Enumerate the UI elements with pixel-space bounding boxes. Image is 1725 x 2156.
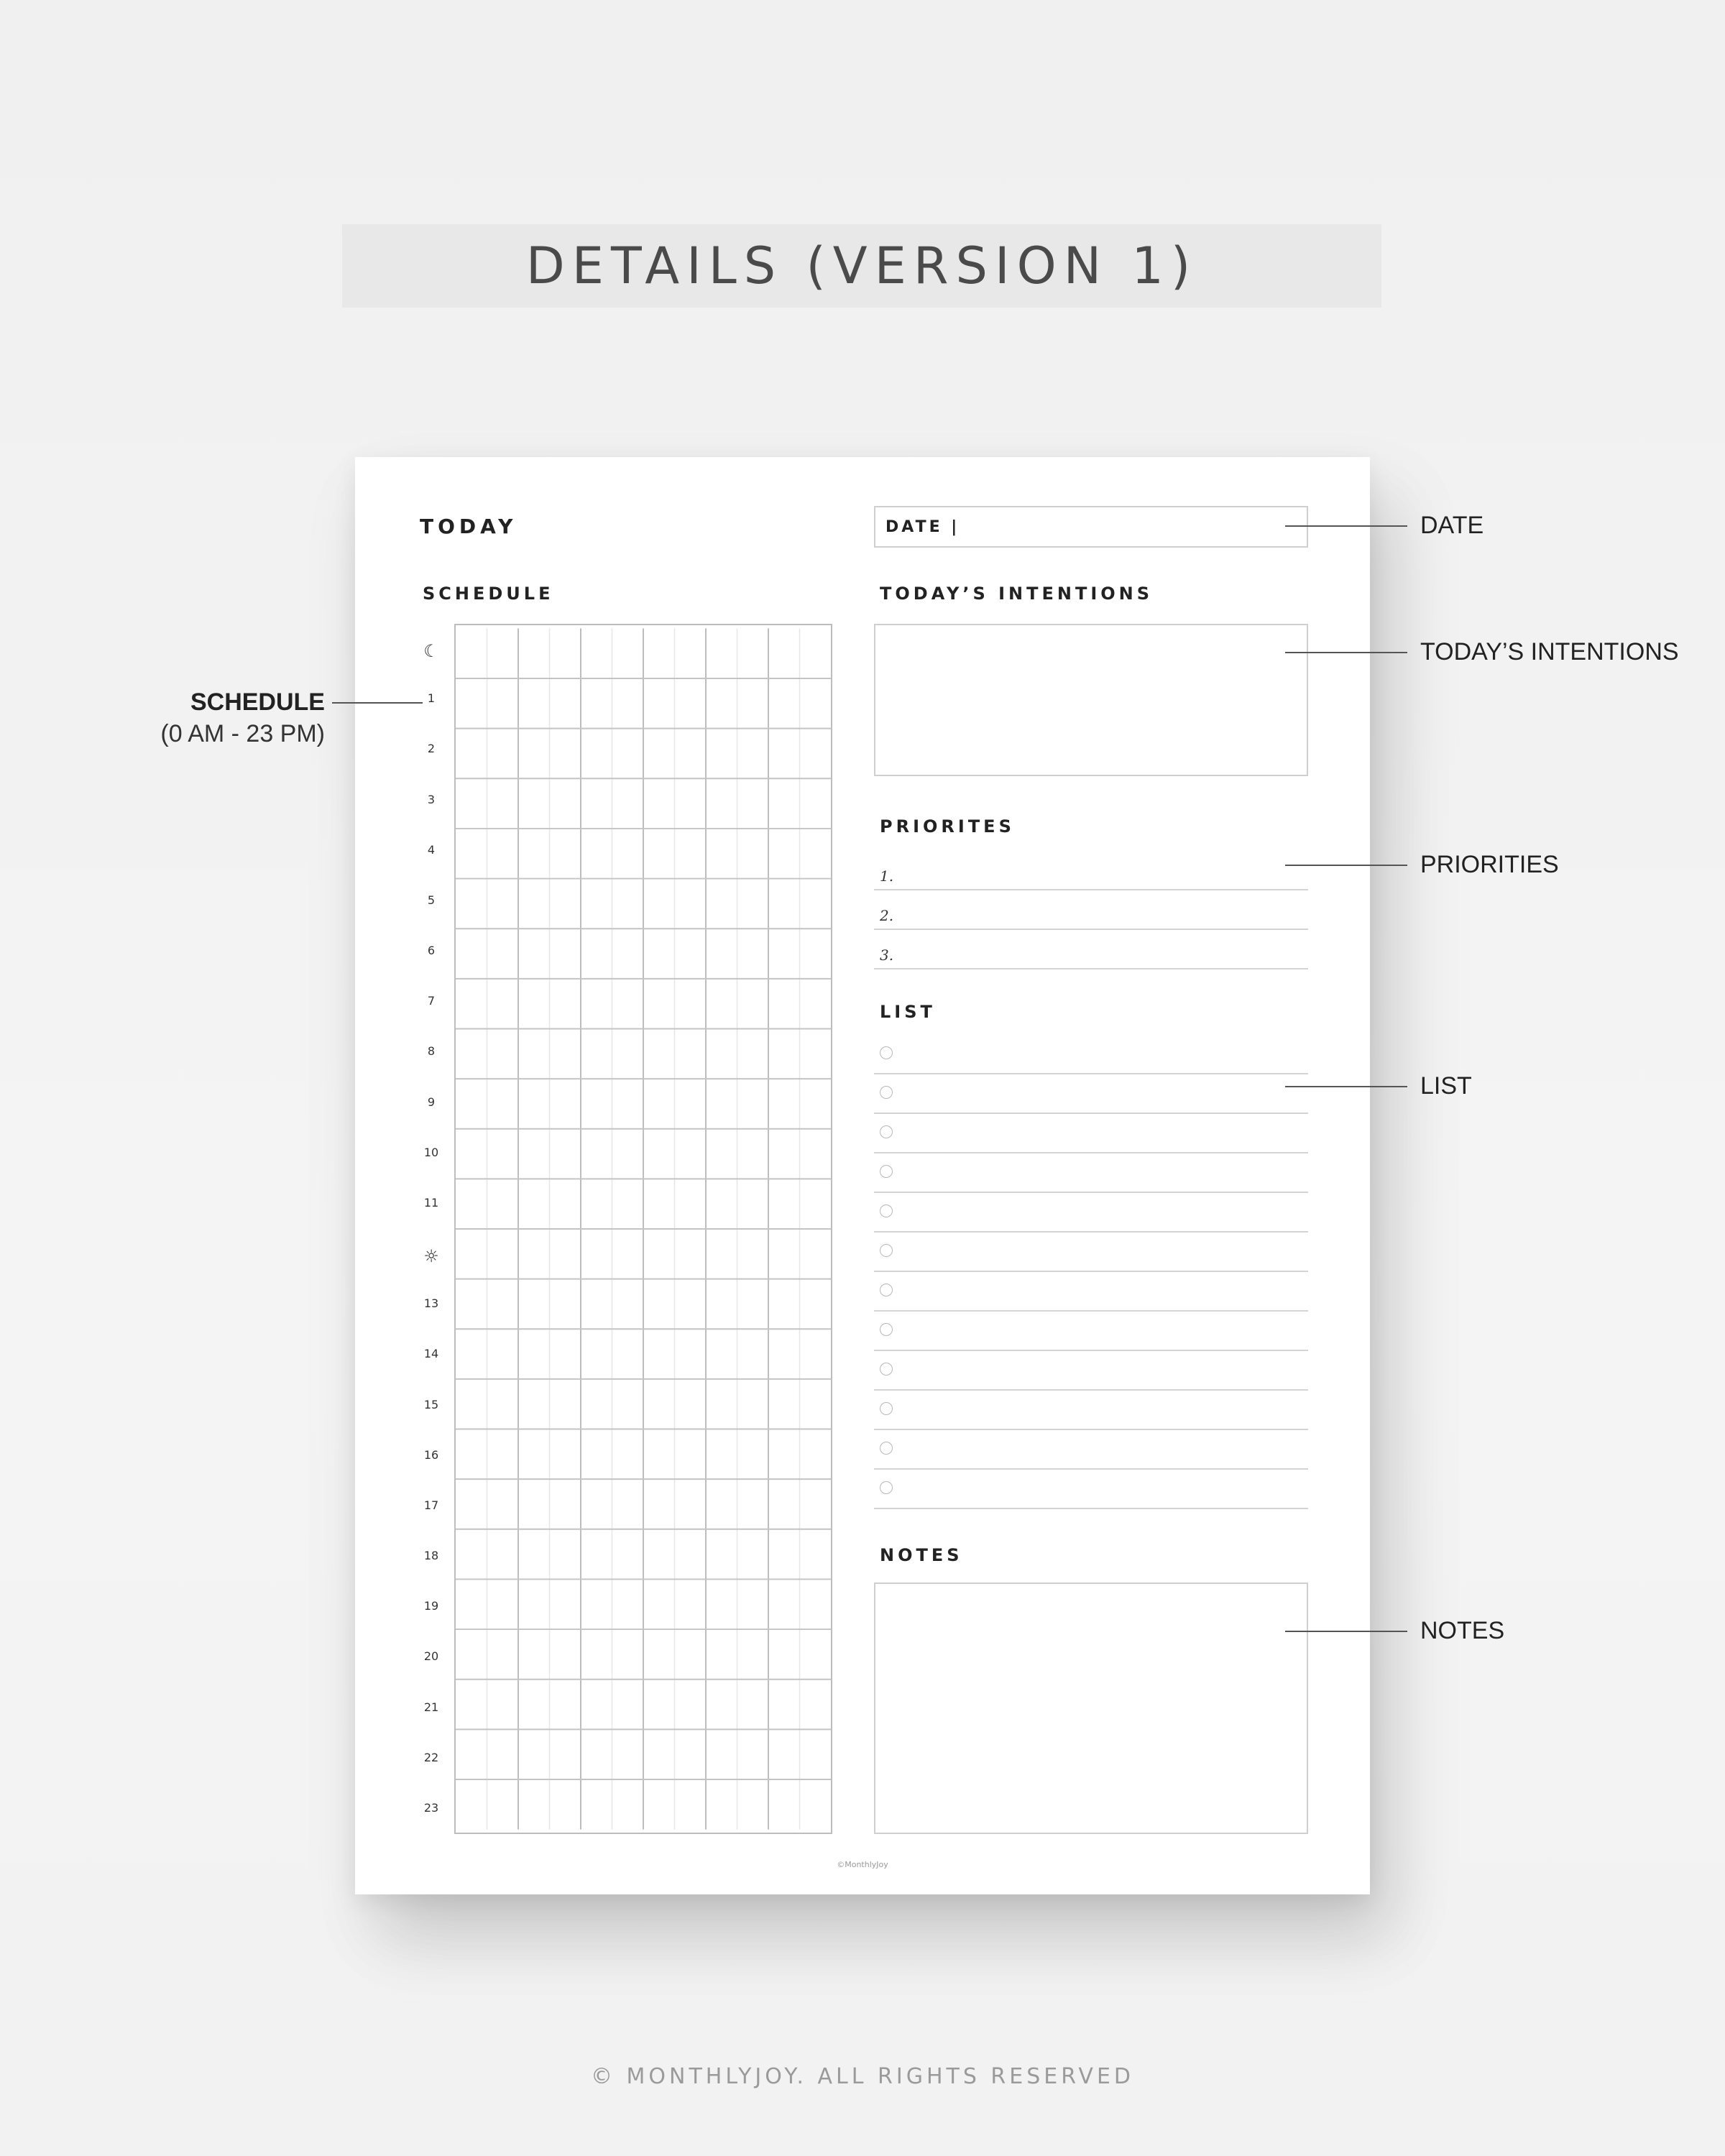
- callout-notes-line: [1285, 1631, 1407, 1632]
- checkbox-circle-icon[interactable]: [880, 1323, 893, 1336]
- planner-title: TODAY: [420, 515, 518, 538]
- schedule-hour-labels: [417, 624, 446, 1834]
- schedule-hour-label: 8: [427, 1044, 436, 1059]
- checkbox-circle-icon[interactable]: [880, 1284, 893, 1296]
- callout-date-line: [1285, 525, 1407, 527]
- intentions-heading: TODAY’S INTENTIONS: [880, 584, 1154, 604]
- priority-number: 1.: [880, 867, 894, 885]
- list-item[interactable]: [874, 1272, 1308, 1312]
- page-heading: DETAILS (VERSION 1): [525, 236, 1198, 295]
- schedule-hour-label: 3: [427, 792, 436, 806]
- callout-intentions: TODAY’S INTENTIONS: [1420, 638, 1679, 665]
- priority-row[interactable]: [874, 930, 1308, 969]
- schedule-hour-label: 20: [423, 1649, 439, 1664]
- list-item[interactable]: [874, 1470, 1308, 1509]
- schedule-hour-label: 4: [427, 842, 436, 857]
- schedule-hour-label: 5: [427, 893, 436, 907]
- notes-box[interactable]: [874, 1583, 1308, 1834]
- list-item[interactable]: [874, 1114, 1308, 1153]
- checkbox-circle-icon[interactable]: [880, 1125, 893, 1138]
- schedule-hour-label: 15: [423, 1397, 439, 1411]
- list-item[interactable]: [874, 1193, 1308, 1233]
- schedule-hour-label: 19: [423, 1599, 439, 1613]
- list-item[interactable]: [874, 1035, 1308, 1074]
- list-heading: LIST: [880, 1002, 936, 1022]
- paper-copyright: ©MonthlyJoy: [837, 1860, 888, 1869]
- schedule-hour-label: 17: [423, 1498, 439, 1512]
- checkbox-circle-icon[interactable]: [880, 1165, 893, 1178]
- checkbox-circle-icon[interactable]: [880, 1204, 893, 1217]
- callout-date: DATE: [1420, 512, 1484, 539]
- schedule-hour-label: 22: [423, 1750, 439, 1764]
- date-field[interactable]: [874, 506, 1308, 548]
- list-item[interactable]: [874, 1074, 1308, 1114]
- date-label: DATE |: [886, 517, 960, 536]
- intentions-box[interactable]: [874, 624, 1308, 776]
- priority-row[interactable]: [874, 851, 1308, 890]
- checkbox-circle-icon[interactable]: [880, 1363, 893, 1376]
- title-banner: [342, 224, 1381, 308]
- checkbox-circle-icon[interactable]: [880, 1402, 893, 1415]
- callout-list-line: [1285, 1086, 1407, 1087]
- list-item[interactable]: [874, 1233, 1308, 1272]
- callout-schedule-subtitle: (0 AM - 23 PM): [160, 720, 325, 747]
- schedule-hour-label: ☾: [423, 641, 439, 662]
- schedule-hour-label: ☼: [423, 1246, 439, 1267]
- schedule-hour-label: 23: [423, 1800, 439, 1815]
- list-item[interactable]: [874, 1153, 1308, 1193]
- list-item[interactable]: [874, 1391, 1308, 1430]
- list-item[interactable]: [874, 1312, 1308, 1351]
- schedule-hour-label: 6: [427, 944, 436, 958]
- schedule-hour-label: 9: [427, 1095, 436, 1109]
- schedule-hour-label: 7: [427, 994, 436, 1008]
- checkbox-circle-icon[interactable]: [880, 1244, 893, 1257]
- list-item[interactable]: [874, 1430, 1308, 1470]
- schedule-grid[interactable]: [454, 624, 832, 1834]
- callout-schedule-line: [332, 702, 423, 704]
- schedule-hour-label: 11: [423, 1195, 439, 1210]
- schedule-hour-label: 14: [423, 1347, 439, 1361]
- callout-list: LIST: [1420, 1072, 1472, 1100]
- schedule-hour-label: 10: [423, 1145, 439, 1159]
- schedule-hour-label: 1: [427, 691, 436, 706]
- schedule-hour-label: 18: [423, 1549, 439, 1563]
- priorities-heading: PRIORITES: [880, 816, 1015, 837]
- callout-priorities: PRIORITIES: [1420, 851, 1559, 878]
- callout-priorities-line: [1285, 865, 1407, 866]
- callout-intentions-line: [1285, 652, 1407, 653]
- schedule-hour-label: 13: [423, 1296, 439, 1311]
- schedule-hour-label: 16: [423, 1447, 439, 1462]
- planner-page: [355, 457, 1370, 1894]
- checkbox-circle-icon[interactable]: [880, 1046, 893, 1059]
- page-copyright: © MONTHLYJOY. ALL RIGHTS RESERVED: [590, 2064, 1135, 2089]
- priority-number: 2.: [880, 907, 894, 924]
- callout-notes: NOTES: [1420, 1617, 1505, 1644]
- schedule-hour-label: 21: [423, 1700, 439, 1714]
- priority-number: 3.: [880, 946, 894, 964]
- schedule-hour-label: 2: [427, 742, 436, 756]
- notes-heading: NOTES: [880, 1545, 963, 1565]
- callout-schedule-title: SCHEDULE: [190, 688, 325, 716]
- list-item[interactable]: [874, 1351, 1308, 1391]
- checkbox-circle-icon[interactable]: [880, 1442, 893, 1455]
- priority-row[interactable]: [874, 890, 1308, 930]
- checkbox-circle-icon[interactable]: [880, 1481, 893, 1494]
- checkbox-circle-icon[interactable]: [880, 1086, 893, 1099]
- schedule-heading: SCHEDULE: [423, 584, 554, 604]
